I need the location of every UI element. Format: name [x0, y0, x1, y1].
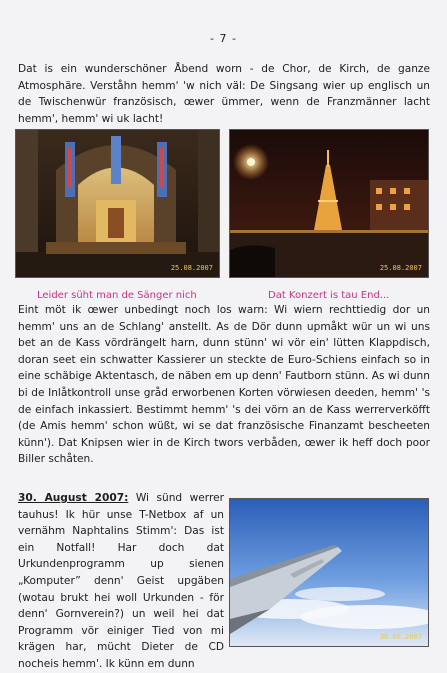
entry-date: 30. August 2007:	[18, 492, 129, 504]
photo-date-stamp: 25.08.2007	[379, 264, 422, 272]
church-photo-caption: Leider süht man de Sänger nich	[37, 290, 197, 301]
august-30-paragraph	[18, 490, 224, 673]
church-photo	[15, 129, 220, 278]
august-30-text: Wi sünd werrer tauhus! Ik hür unse T-Netbox af un vernähm Naphtalins Stimm': Das ist ein Notfall! Har doch dat Urkundenprogramm up sienen „Komputer” denn' Geist upgäben (wotau brukt hei woll Urkunden - för denn' Gornverein?) un weil hei dat Programm vör einiger Tied von mi krägen har, mücht Dieter de CD nocheis hemm'. Ik künn em dunn	[18, 492, 224, 670]
photo-date-stamp: 25.08.2007	[170, 264, 213, 272]
airplane-wing-photo	[229, 498, 429, 647]
eiffel-tower-photo	[229, 129, 429, 278]
page-number: - 7 -	[210, 32, 237, 45]
intro-paragraph: Dat is ein wunderschöner Åbend worn - de Chor, de Kirch, de ganze Atmosphäre. Verståhn hemm' 'w nich väl: De Singsang wier up englisch un de Twischenwür französisch, œwer ümmer, wenn de Franzmänner lacht hemm', hemm' wi uk lacht!	[18, 63, 430, 125]
photo-date-stamp: 30.08.2007	[379, 633, 422, 641]
eiffel-photo-caption: Dat Konzert is tau End...	[268, 290, 390, 301]
body-paragraph: Eint möt ik œwer unbedingt noch los warn: Wi wiern rechttiedig dor un hemm' uns an de Schlang' anstellt. As de Dör dunn upmåkt wür un wi uns bet an de Kass vördrängelt harn, dunn stünn' wi vör ein' lütten Klappdisch, doran seet ein schwatter Kassierer un steckte de Euro-Schiens einfach so in eine schäbige Aktentasch, de näben em up denn' Fautborn stünn. As wi dunn bi de Inlåtkontroll unse gråd erworbenen Korten vörwiesen deeden, hemm' 's de einfach inkassiert. Bestimmt hemm' 's dei vörn an de Kass werrerverköfft (de Amis hemm' schon wüßt, wi se dat französische Finanzamt bescheeten künn'). Dat Knipsen wier in de Kirch twors verbåden, œwer ik heff doch poor Biller schåten.	[18, 304, 430, 466]
